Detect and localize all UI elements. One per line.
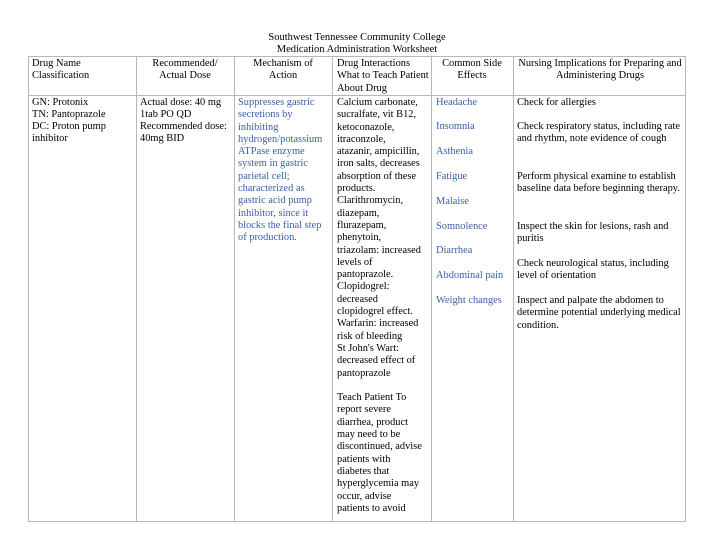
side-effect-item: Diarrhea (436, 245, 473, 256)
header-drug-name: Drug Name Classification (32, 58, 90, 82)
interaction-line: absorption of these (337, 170, 417, 182)
interaction-line: Warfarin: increased (337, 318, 419, 330)
teach-line: patients to avoid (337, 502, 406, 514)
column-divider-3 (332, 56, 333, 522)
interaction-line: Clopidogrel: (337, 281, 390, 293)
nursing-implication: Check neurological status, including level of orientation (517, 258, 669, 282)
actual-dose: Actual dose: 40 mg 1tab PO QD (140, 97, 222, 121)
side-effect-item: Headache (436, 97, 477, 108)
interaction-line: decreased (337, 293, 378, 305)
teach-line: occur, advise (337, 490, 392, 502)
interaction-line: St John's Wart: (337, 342, 400, 354)
side-effect-item: Abdominal pain (436, 270, 504, 281)
nursing-implication: Perform physical examine to establish baseline data before beginning therapy. (517, 171, 680, 195)
nursing-implication: Inspect and palpate the abdomen to determine potential underlying medical condition. (517, 295, 681, 331)
drug-generic-name: GN: Protonix (32, 97, 89, 108)
worksheet-title: Medication Administration Worksheet (276, 44, 438, 55)
interaction-line: clopidogrel effect. (337, 306, 413, 318)
interaction-line: Calcium carbonate, (337, 97, 418, 108)
side-effect-item: Fatigue (436, 171, 468, 182)
teach-line: diabetes that (337, 465, 390, 477)
side-effect-item: Malaise (436, 196, 469, 207)
interaction-line: products. (337, 183, 376, 195)
interaction-line: sucralfate, vit B12, (337, 109, 417, 121)
interaction-line: decreased effect of (337, 355, 416, 367)
header-nursing: Nursing Implications for Preparing and Administering Drugs (518, 58, 682, 82)
interaction-line: ketoconazole, (337, 121, 395, 133)
teach-line: discontinued, advise (337, 441, 422, 453)
header-row-divider (28, 95, 686, 96)
side-effect-item: Insomnia (436, 121, 475, 132)
column-divider-4 (431, 56, 432, 522)
interaction-spacer (337, 380, 431, 392)
header-mechanism: Mechanism of Action (253, 58, 313, 82)
interaction-line: pantoprazole (337, 367, 391, 379)
interaction-line: diazepam, (337, 207, 380, 219)
interaction-line: phenytoin, (337, 232, 382, 244)
drug-interactions (337, 97, 431, 515)
teach-line: patients with (337, 453, 391, 465)
teach-line: diarrhea, product (337, 416, 408, 428)
interaction-line: levels of (337, 256, 373, 268)
header-dose: Recommended/ Actual Dose (152, 58, 218, 82)
table-top-border (28, 56, 686, 57)
teach-line: may need to be (337, 429, 401, 441)
interaction-line: atazanir, ampicillin, (337, 146, 420, 158)
interaction-line: Clarithromycin, (337, 195, 404, 207)
nursing-implication: Check for allergies (517, 97, 596, 108)
table-bottom-border (28, 521, 686, 522)
drug-trade-name: TN: Pantoprazole (32, 109, 106, 120)
teach-line: hyperglycemia may (337, 478, 420, 490)
interaction-line: itraconzole, (337, 133, 386, 145)
interaction-line: iron salts, decreases (337, 158, 420, 170)
interaction-line: triazolam: increased (337, 244, 421, 256)
nursing-implication: Inspect the skin for lesions, rash and puritis (517, 221, 669, 245)
interaction-line: risk of bleeding (337, 330, 403, 342)
teach-line: report severe (337, 404, 391, 416)
side-effect-item: Asthenia (436, 146, 473, 157)
mechanism-of-action: Suppresses gastric secretions by inhibiting hydrogen/potassium ATPase enzyme system in gastric parietal cell; characterized as gastric acid pump inhibitor, since it blocks the final step of production. (238, 97, 323, 244)
column-divider-2 (234, 56, 235, 522)
interaction-line: flurazepam, (337, 219, 387, 231)
interaction-line: pantoprazole. (337, 269, 394, 281)
nursing-implication: Check respiratory status, including rate and rhythm, note evidence of cough (517, 121, 681, 145)
side-effect-item: Somnolence (436, 221, 488, 232)
column-divider-5 (513, 56, 514, 522)
side-effect-item: Weight changes (436, 295, 502, 306)
header-side-effects: Common Side Effects (442, 58, 502, 82)
teach-line: Teach Patient To (337, 392, 407, 404)
recommended-dose: Recommended dose: 40mg BID (140, 121, 227, 145)
table-left-border (28, 56, 29, 522)
drug-classification: DC: Proton pump inhibitor (32, 121, 106, 145)
college-title: Southwest Tennessee Community College (268, 32, 446, 43)
header-interactions: Drug Interactions What to Teach Patient About Drug (337, 58, 429, 94)
column-divider-1 (136, 56, 137, 522)
